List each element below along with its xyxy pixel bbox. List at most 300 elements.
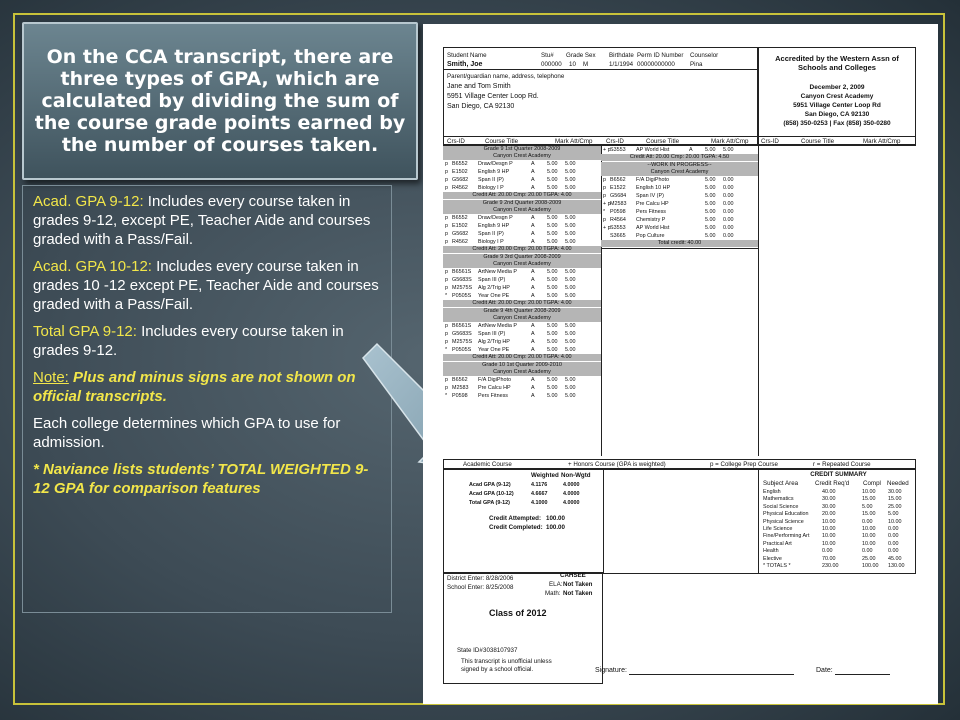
note-label: Note: — [33, 369, 69, 386]
date-line — [835, 674, 890, 675]
label: Counselor — [690, 52, 719, 59]
cell: Physical Science — [763, 518, 804, 525]
cell: p — [445, 377, 448, 383]
cell: * — [445, 293, 448, 299]
bullet-acad-9-12 — [33, 192, 381, 249]
cell: G5683S — [452, 331, 472, 337]
cell: Pers Fitness — [636, 209, 666, 215]
course-row — [601, 200, 761, 208]
cell: p — [603, 177, 606, 183]
cell: A — [531, 177, 535, 183]
col-header: Course Title — [646, 138, 680, 145]
cell: A — [531, 377, 535, 383]
rule — [603, 469, 604, 574]
label: Parent/guardian name, address, telephone — [447, 73, 565, 80]
cell: 0.00 — [822, 548, 833, 555]
cell: 5.00 — [565, 339, 576, 345]
cell: 10.00 — [888, 518, 902, 525]
rule — [443, 69, 758, 70]
cell: E1502 — [452, 223, 468, 229]
cell: p — [445, 215, 448, 221]
label: ELA: — [549, 581, 563, 588]
cell: 20.00 — [822, 511, 836, 518]
cell: 4.6667 — [531, 491, 548, 497]
cell: 5.00 — [705, 201, 716, 207]
cell: Mathematics — [763, 496, 794, 503]
cell: G5682 — [452, 177, 469, 183]
cell: p — [445, 223, 448, 229]
cahsee: CAHSEE — [560, 572, 586, 579]
cell: Span II (P) — [478, 177, 504, 183]
cell: A — [531, 277, 535, 283]
legend-item: r = Repeated Course — [813, 461, 871, 468]
cell: 5.00 — [705, 147, 716, 153]
cell: 45.00 — [888, 555, 902, 562]
label: Birthdate — [609, 52, 634, 59]
cell: M2583 — [610, 201, 627, 207]
cell: R4562 — [452, 185, 468, 191]
cell: A — [531, 223, 535, 229]
cell: B6561S — [452, 323, 472, 329]
course-row — [443, 292, 603, 300]
cell: A — [531, 323, 535, 329]
cell: 5.00 — [547, 177, 558, 183]
value: 000000 — [541, 61, 562, 68]
cell: 5.00 — [547, 185, 558, 191]
cell: * — [445, 393, 448, 399]
cell: + p — [603, 201, 611, 207]
label: Math: — [545, 590, 561, 597]
value: 100.00 — [546, 515, 565, 522]
bullet-text: Includes every course taken in grades 9-12, except PE, Teacher Aide and courses graded with a Pass/Fail. — [33, 193, 371, 248]
cell: Health — [763, 548, 779, 555]
district-enter: District Enter: 8/28/2006 — [447, 575, 514, 582]
cell: 5.00 — [565, 239, 576, 245]
cell: English 9 HP — [478, 223, 510, 229]
cell: S3553 — [610, 225, 626, 231]
col-header: Course Title — [801, 138, 835, 145]
value: 00000000000 — [637, 61, 675, 68]
naviance-text-span: * Naviance lists students’ TOTAL WEIGHTED 9-12 GPA for comparison features — [33, 461, 369, 497]
cell: AP World Hist — [636, 225, 670, 231]
cell: AP World Hist — [636, 147, 670, 153]
value: San Diego, CA 92130 — [447, 103, 515, 110]
value: 3038107937 — [483, 647, 518, 654]
cell: Year One PE — [478, 347, 510, 353]
cell: p — [445, 277, 448, 283]
col-header: Crs-ID — [606, 138, 624, 145]
signature-line — [629, 674, 794, 675]
cell: 10.00 — [822, 540, 836, 547]
cell: Span IV (P) — [636, 193, 664, 199]
cell: 15.00 — [862, 496, 876, 503]
term-header: Grade 9 4th Quarter 2008-2009 — [443, 308, 601, 315]
cell: English 9 HP — [478, 169, 510, 175]
cell: 15.00 — [888, 496, 902, 503]
bullet-label: Total GPA 9-12: — [33, 323, 137, 340]
cell: F/A DigiPhoto — [478, 377, 511, 383]
value: Pina — [690, 61, 703, 68]
cell: p — [445, 177, 448, 183]
school-city: San Diego, CA 92130 — [804, 111, 870, 118]
cell: 30.00 — [822, 503, 836, 510]
cell: 5.00 — [565, 161, 576, 167]
cell: P0598 — [452, 393, 468, 399]
cell: p — [603, 193, 606, 199]
value: Not Taken — [563, 581, 593, 588]
cell: M2575S — [452, 339, 473, 345]
term-header: Grade 9 3rd Quarter 2008-2009 — [443, 254, 601, 261]
cell: 5.00 — [565, 215, 576, 221]
title-text: On the CCA transcript, there are three types of GPA, which are calculated by dividing the sum of the course grade points earned by the number of courses taken. — [34, 46, 406, 156]
course-row — [443, 222, 603, 230]
cell: Practical Art — [763, 540, 792, 547]
school-header: Canyon Crest Academy — [443, 369, 601, 376]
term-header: Grade 10 1st Quarter 2009-2010 — [443, 362, 601, 369]
courses-left-column — [443, 146, 601, 456]
wip-header: --WORK IN PROGRESS-- — [601, 162, 758, 169]
label: Perm ID Number — [637, 52, 684, 59]
rule — [601, 248, 758, 249]
school-enter: School Enter: 8/25/2008 — [447, 584, 514, 591]
cell: 0.00 — [862, 548, 873, 555]
cell: 0.00 — [723, 201, 734, 207]
cell: B6552 — [452, 215, 468, 221]
cell: Total GPA (9-12) — [469, 500, 510, 506]
value: 1/1/1994 — [609, 61, 634, 68]
cell: P0598 — [610, 209, 626, 215]
course-row — [443, 392, 603, 400]
cell: 5.00 — [547, 347, 558, 353]
cell: A — [531, 169, 535, 175]
cell: 5.00 — [565, 377, 576, 383]
course-row — [601, 208, 761, 216]
cell: G5684 — [610, 193, 627, 199]
cell: Pre Calcu HP — [478, 385, 511, 391]
bullet-label: Acad. GPA 9-12: — [33, 193, 144, 210]
course-row — [443, 238, 603, 246]
course-row — [443, 184, 603, 192]
cell: 40.00 — [822, 489, 836, 495]
gpa-row — [443, 499, 603, 507]
cell: Fine/Performing Art — [763, 533, 810, 540]
cell: 15.00 — [862, 511, 876, 518]
cell: 5.00 — [705, 217, 716, 223]
cell: Biology I P — [478, 185, 504, 191]
credit-row: Credit Att: 20.00 Cmp: 20.00 TGPA: 4.00 — [443, 192, 601, 199]
cell: S3553 — [610, 147, 626, 153]
cell: G5682 — [452, 231, 469, 237]
cell: 0.00 — [723, 177, 734, 183]
cell: M2583 — [452, 385, 469, 391]
col-header: Crs-ID — [447, 138, 465, 145]
course-row — [601, 232, 761, 240]
signature-label: Signature: — [595, 667, 627, 674]
value: 10 — [569, 61, 576, 68]
date: December 2, 2009 — [809, 84, 865, 91]
cell: p — [445, 231, 448, 237]
cell: Pers Fitness — [478, 393, 508, 399]
course-row — [443, 284, 603, 292]
cell: A — [531, 339, 535, 345]
cell: A — [531, 293, 535, 299]
summary-title: CREDIT SUMMARY — [810, 471, 867, 478]
cell: p — [445, 169, 448, 175]
term-header: Grade 9 1st Quarter 2008-2009 — [443, 146, 601, 153]
course-row — [443, 268, 603, 276]
note — [33, 368, 381, 406]
course-row — [601, 176, 761, 184]
student-name: Smith, Joe — [447, 61, 483, 68]
cell: 5.00 — [723, 147, 734, 153]
course-row — [601, 184, 761, 192]
gpa-header: Non-Wgtd — [561, 472, 591, 479]
school-header: Canyon Crest Academy — [443, 207, 601, 214]
cell: Alg 2/Trig HP — [478, 285, 510, 291]
course-row — [443, 276, 603, 284]
naviance-text — [33, 460, 381, 498]
cell: E1522 — [610, 185, 626, 191]
cell: 5.00 — [547, 277, 558, 283]
cell: B6552 — [452, 161, 468, 167]
cell: 5.00 — [565, 269, 576, 275]
cell: p — [603, 217, 606, 223]
school-addr: 5951 Village Center Loop Rd — [793, 102, 881, 109]
school-header: Canyon Crest Academy — [601, 169, 758, 176]
cell: 130.00 — [888, 563, 905, 569]
cell: + p — [603, 225, 611, 231]
cell: 0.00 — [723, 193, 734, 199]
cell: B6562 — [452, 377, 468, 383]
cell: 5.00 — [547, 293, 558, 299]
cell: p — [445, 331, 448, 337]
course-row — [443, 214, 603, 222]
cell: English 10 HP — [636, 185, 671, 191]
cell: p — [445, 285, 448, 291]
school-header: Canyon Crest Academy — [443, 153, 601, 160]
cell: 0.00 — [723, 185, 734, 191]
course-row — [601, 224, 761, 232]
cell: 5.00 — [547, 285, 558, 291]
cell: * — [445, 347, 448, 353]
cell: R4562 — [452, 239, 468, 245]
cell: 5.00 — [565, 277, 576, 283]
cell: 5.00 — [565, 223, 576, 229]
cell: 5.00 — [565, 323, 576, 329]
course-row — [443, 160, 603, 168]
bullet-text: Includes every course taken in grades 9-12. — [33, 323, 344, 359]
cell: * TOTALS * — [763, 563, 791, 569]
cell: 5.00 — [565, 331, 576, 337]
cell: A — [531, 161, 535, 167]
cell: M2575S — [452, 285, 473, 291]
cell: 5.00 — [547, 385, 558, 391]
cell: 5.00 — [705, 209, 716, 215]
value: 5951 Village Center Loop Rd. — [447, 93, 539, 100]
transcript-document — [423, 24, 938, 704]
cell: 25.00 — [862, 555, 876, 562]
cell: A — [531, 385, 535, 391]
cell: 5.00 — [565, 169, 576, 175]
credit-row: Credit Att: 20.00 Cmp: 20.00 TGPA: 4.00 — [443, 300, 601, 307]
label: Grade Sex — [566, 52, 596, 59]
course-row — [443, 322, 603, 330]
course-row — [601, 216, 761, 224]
cell: 70.00 — [822, 555, 836, 562]
cell: 0.00 — [862, 518, 873, 525]
cell: 4.1176 — [531, 482, 548, 488]
cell: 0.00 — [888, 533, 899, 540]
course-row — [443, 376, 603, 384]
cell: A — [531, 331, 535, 337]
cell: + p — [603, 147, 611, 153]
cell: Draw/Desgn P — [478, 161, 513, 167]
college-text-span: Each college determines which GPA to use for admission. — [33, 415, 341, 451]
course-row — [443, 176, 603, 184]
cell: 10.00 — [862, 540, 876, 547]
term-header: Grade 9 2nd Quarter 2008-2009 — [443, 200, 601, 207]
cell: 230.00 — [822, 563, 839, 569]
summary-header: Credit Req'd — [815, 480, 850, 487]
cell: 5.00 — [547, 215, 558, 221]
cell: 4.0000 — [563, 500, 580, 506]
cell: E1502 — [452, 169, 468, 175]
cell: 5.00 — [565, 347, 576, 353]
date-label: Date: — [816, 667, 833, 674]
legend-item: Academic Course — [463, 461, 512, 468]
total-credit: Total credit: 40.00 — [601, 240, 758, 247]
value: Not Taken — [563, 590, 593, 597]
slide-body — [22, 185, 392, 613]
cell: 0.00 — [723, 209, 734, 215]
cell: 5.00 — [565, 385, 576, 391]
bullet-text: Includes every course taken in grades 10 -12 except PE, Teacher Aide and courses graded with a Pass/Fail. — [33, 258, 379, 313]
cell: Span III (P) — [478, 331, 506, 337]
cell: A — [531, 347, 535, 353]
cell: A — [531, 239, 535, 245]
note-text: Plus and minus signs are not shown on official transcripts. — [33, 369, 356, 405]
summary-header: Needed — [887, 480, 909, 487]
cell: p — [445, 323, 448, 329]
cell: p — [445, 185, 448, 191]
phone: (858) 350-0253 | Fax (858) 350-0280 — [783, 120, 891, 127]
course-row — [443, 230, 603, 238]
label: State ID# — [457, 647, 483, 654]
cell: 5.00 — [547, 231, 558, 237]
cell: Physical Education — [763, 511, 809, 518]
col-header: Mark Att/Cmp — [711, 138, 749, 145]
cell: A — [531, 285, 535, 291]
cell: Chemistry P — [636, 217, 666, 223]
unofficial-note: signed by a school official. — [461, 666, 534, 673]
cell: Span II (P) — [478, 231, 504, 237]
cell: p — [445, 385, 448, 391]
summary-header: Compl — [863, 480, 881, 487]
cell: 10.00 — [822, 518, 836, 525]
course-row — [443, 330, 603, 338]
course-row — [443, 384, 603, 392]
cell: ArtNew Media P — [478, 269, 517, 275]
legend-item: + Honors Course (GPA is weighted) — [568, 461, 666, 468]
course-row — [601, 146, 761, 154]
cell: 5.00 — [705, 177, 716, 183]
cell: A — [689, 147, 693, 153]
cell: 0.00 — [888, 548, 899, 555]
cell: 10.00 — [862, 533, 876, 540]
cell: F/A DigiPhoto — [636, 177, 669, 183]
courses-middle-column — [601, 146, 758, 316]
school-header: Canyon Crest Academy — [443, 261, 601, 268]
col-header: Mark Att/Cmp — [863, 138, 901, 145]
label: Student Name — [447, 52, 487, 59]
cell: 10.00 — [862, 526, 876, 532]
slide-title — [22, 22, 418, 180]
cell: English — [763, 489, 781, 495]
cell: 5.00 — [705, 225, 716, 231]
cell: 0.00 — [888, 540, 899, 547]
cell: A — [531, 231, 535, 237]
cell: p — [603, 185, 606, 191]
cell: p — [445, 339, 448, 345]
cell: G5683S — [452, 277, 472, 283]
cell: 0.00 — [723, 233, 734, 239]
college-text — [33, 414, 381, 452]
cell: 5.00 — [565, 185, 576, 191]
value: Jane and Tom Smith — [447, 83, 511, 90]
cell: 5.00 — [565, 393, 576, 399]
cell: 0.00 — [723, 217, 734, 223]
cell: Acad GPA (10-12) — [469, 491, 514, 497]
cell: A — [531, 185, 535, 191]
cell: p — [445, 269, 448, 275]
cell: 4.1000 — [531, 500, 548, 506]
cell: 10.00 — [822, 526, 836, 532]
cell: 0.00 — [723, 225, 734, 231]
credit-row: Credit Att: 20.00 Cmp: 20.00 TGPA: 4.00 — [443, 246, 601, 253]
gpa-header: Weighted — [531, 472, 559, 479]
label: Credit Attempted: — [489, 515, 542, 522]
legend-item: p = College Prep Course — [710, 461, 778, 468]
cell: 5.00 — [565, 285, 576, 291]
cell: B6562 — [610, 177, 626, 183]
cell: 4.0000 — [563, 491, 580, 497]
col-header: Course Title — [485, 138, 519, 145]
cell: 5.00 — [565, 293, 576, 299]
cell: 5.00 — [547, 223, 558, 229]
cell: Span III (P) — [478, 277, 506, 283]
col-header: Mark Att/Cmp — [555, 138, 593, 145]
gpa-row — [443, 481, 603, 489]
cell: P0505S — [452, 347, 472, 353]
credit-row: Credit Att: 20.00 Cmp: 20.00 TGPA: 4.50 — [601, 154, 758, 161]
cell: Acad GPA (9-12) — [469, 482, 511, 488]
cell: 5.00 — [705, 233, 716, 239]
cell: Elective — [763, 555, 782, 562]
label: Stu# — [541, 52, 554, 59]
cell: 5.00 — [547, 323, 558, 329]
cell: 5.00 — [705, 193, 716, 199]
cell: 5.00 — [547, 161, 558, 167]
value: M — [583, 61, 589, 68]
course-row — [443, 168, 603, 176]
cell: 5.00 — [547, 393, 558, 399]
course-row — [443, 346, 603, 354]
cell: Biology I P — [478, 239, 504, 245]
cell: Year One PE — [478, 293, 510, 299]
cell: S3665 — [610, 233, 626, 239]
accred: Accredited by the Western Assn of — [775, 54, 899, 63]
cell: 5.00 — [547, 169, 558, 175]
